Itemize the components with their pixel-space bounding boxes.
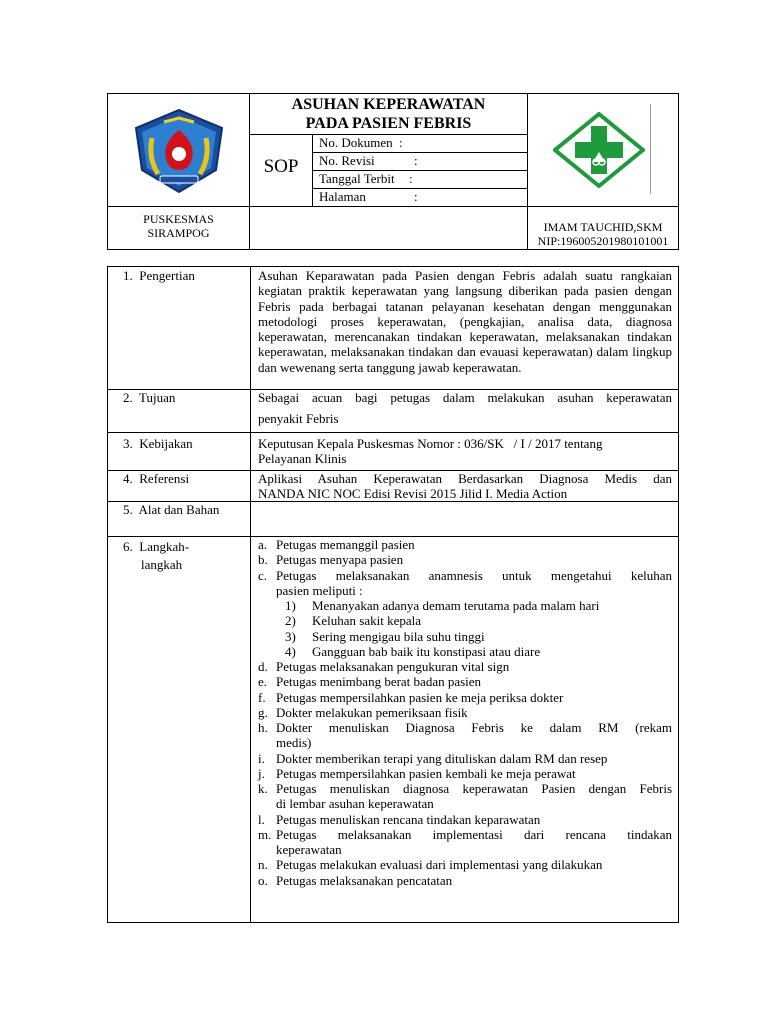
step-marker: c.: [258, 567, 268, 583]
step-marker: h.: [258, 720, 268, 735]
step-text: Petugas menuliskan diagnosa keperawatan Pasien dengan Febris: [276, 781, 672, 796]
step-text: Petugas mempersilahkan pasien ke meja periksa dokter: [276, 689, 564, 705]
kebijakan-text: [258, 436, 672, 467]
step-marker: e.: [258, 674, 268, 690]
title-line-1: ASUHAN KEPERAWATAN: [291, 96, 486, 113]
pengertian-label: 1. Pengertian: [123, 268, 195, 283]
tujuan-text: [258, 390, 672, 427]
langkah-label: [123, 538, 189, 574]
step-marker: f.: [258, 689, 266, 705]
step-text-continuation: di lembar asuhan keperawatan: [276, 796, 434, 812]
pengertian-text: Asuhan Keparawatan pada Pasien dengan Febris adalah suatu rangkaian kegiatan praktik keperawatan yang langsung diberikan pada pasien dengan Febris pada berbagai tatanan pelayanan kesehatan dengan menggunakan metodologi proses keperawatan, (pengkajian, analisa data, diagnosa keperawatan, merencanakan tindakan keperawatan, melaksanakan tindakan keperawatan, melaksanakan tindakan dan evauasi keperawatan) dalam lingkup dan wewenang serta tanggung jawab keperawatan.: [258, 268, 672, 375]
step-marker: 4): [285, 643, 296, 659]
step-text: Petugas menimbang berat badan pasien: [276, 674, 482, 690]
emblem-icon: [130, 108, 228, 194]
field-label: No. Revisi: [319, 153, 375, 168]
signer-name: IMAM TAUCHID,SKM: [543, 220, 663, 234]
step-text: Keluhan sakit kepala: [312, 613, 422, 629]
referensi-label: 4. Referensi: [123, 471, 190, 486]
field-no-revisi: [319, 153, 525, 168]
step-text: Petugas melaksanakan pencatatan: [276, 872, 453, 888]
field-colon: :: [414, 153, 418, 168]
step-text: Petugas memanggil pasien: [276, 537, 415, 552]
field-colon: :: [414, 189, 418, 204]
kabupaten-emblem-logo: [130, 108, 228, 194]
step-text: Gangguan bab baik itu konstipasi atau diare: [312, 643, 541, 659]
field-colon: :: [399, 135, 403, 150]
step-text: Dokter memberikan terapi yang dituliskan dalam RM dan resep: [276, 750, 608, 766]
green-cross-icon: [553, 112, 645, 188]
tujuan-line-2: penyakit Febris: [258, 411, 339, 427]
step-marker: a.: [258, 537, 268, 552]
field-label: No. Dokumen: [319, 135, 393, 150]
step-marker: j.: [258, 765, 265, 781]
field-label: Halaman: [319, 189, 366, 204]
step-text: Petugas menuliskan rencana tindakan keparawatan: [276, 811, 541, 827]
kebijakan-line-2: Pelayanan Klinis: [258, 451, 347, 467]
sop-label: SOP: [263, 156, 299, 177]
langkah-steps-list: [250, 537, 678, 917]
document-title: [250, 95, 527, 133]
step-marker: g.: [258, 704, 268, 720]
step-marker: n.: [258, 857, 268, 873]
step-marker: m.: [258, 826, 272, 842]
step-marker: i.: [258, 750, 265, 766]
step-marker: 2): [285, 613, 296, 629]
logo-divider: [650, 104, 651, 194]
step-text: Petugas mempersilahkan pasien kembali ke meja perawat: [276, 765, 576, 781]
alat-label: 5. Alat dan Bahan: [123, 502, 220, 517]
step-marker: l.: [258, 811, 265, 827]
field-halaman: [319, 189, 525, 204]
field-tanggal-terbit: [319, 171, 525, 186]
institution-name: [108, 212, 249, 240]
institution-line-1: PUSKESMAS: [143, 212, 214, 226]
step-text-continuation: pasien meliputi :: [276, 582, 363, 598]
referensi-text: [258, 471, 672, 502]
step-marker: 3): [285, 628, 296, 644]
field-colon: :: [409, 171, 413, 186]
step-marker: o.: [258, 872, 268, 888]
step-text-continuation: keperawatan: [276, 842, 342, 857]
step-marker: k.: [258, 781, 268, 796]
tujuan-line-1: Sebagai acuan bagi petugas dalam melakukan asuhan keperawatan: [258, 390, 672, 405]
field-no-dokumen: [319, 135, 525, 150]
institution-line-2: SIRAMPOG: [147, 226, 210, 240]
step-text: Petugas menyapa pasien: [276, 552, 404, 568]
langkah-label-line-1: 6. Langkah-: [123, 539, 190, 554]
signer-nip: NIP:196005201980101001: [537, 234, 669, 248]
referensi-line-1: Aplikasi Asuhan Keperawatan Berdasarkan Diagnosa Medis dan: [258, 471, 672, 486]
langkah-label-line-2: langkah: [141, 557, 183, 572]
step-text: Petugas melaksanakan pengukuran vital sign: [276, 659, 510, 674]
step-text: Petugas melakukan evaluasi dari implementasi yang dilakukan: [276, 857, 603, 873]
kebijakan-line-1: Keputusan Kepala Puskesmas Nomor : 036/SK / I / 2017 tentang: [258, 436, 603, 451]
step-text: Petugas melaksanakan implementasi dari rencana tindakan: [276, 826, 672, 842]
title-line-2: PADA PASIEN FEBRIS: [305, 115, 472, 132]
step-text: Dokter melakukan pemeriksaan fisik: [276, 704, 468, 720]
step-text-continuation: medis): [276, 735, 312, 751]
step-text: Petugas melaksanakan anamnesis untuk mengetahui keluhan: [276, 567, 672, 583]
puskesmas-logo: [553, 112, 645, 188]
step-text: Sering mengigau bila suhu tinggi: [312, 628, 485, 644]
step-text: Menanyakan adanya demam terutama pada malam hari: [312, 598, 600, 613]
step-marker: b.: [258, 552, 268, 568]
field-label: Tanggal Terbit: [319, 171, 395, 186]
tujuan-label: 2. Tujuan: [123, 390, 176, 405]
signer-block: [528, 220, 678, 248]
step-marker: d.: [258, 659, 268, 674]
referensi-line-2: NANDA NIC NOC Edisi Revisi 2015 Jilid I. Media Action: [258, 486, 568, 502]
kebijakan-label: 3. Kebijakan: [123, 436, 193, 451]
step-text: Dokter menuliskan Diagnosa Febris ke dalam RM (rekam: [276, 720, 672, 735]
step-marker: 1): [285, 598, 296, 613]
